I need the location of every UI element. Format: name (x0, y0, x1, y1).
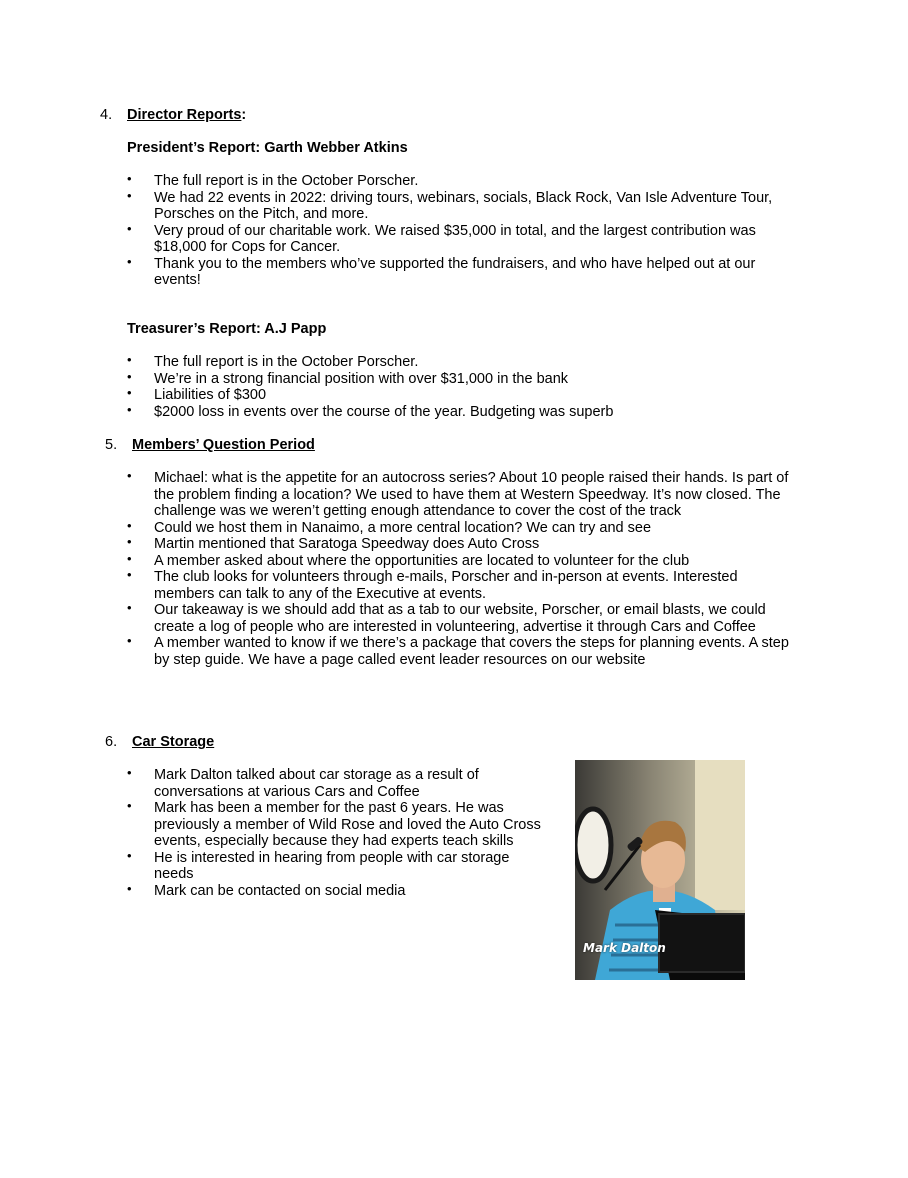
treasurers-report-heading: Treasurer’s Report: A.J Papp (127, 321, 327, 337)
list-item: • He is interested in hearing from people with car storage needs (127, 850, 552, 883)
list-item: • Very proud of our charitable work. We raised $35,000 in total, and the largest contribution was $18,000 for Cops for Cancer. (127, 223, 792, 256)
speaker-photo (575, 760, 745, 980)
list-item: • The full report is in the October Porscher. (127, 173, 792, 190)
treasurers-report-list (127, 354, 792, 420)
section-number: 6. (105, 734, 118, 750)
section-5-heading (105, 437, 315, 454)
car-storage-list (127, 767, 552, 899)
section-6-heading (105, 734, 214, 751)
section-title: Director Reports (127, 107, 242, 123)
photo-caption: Mark Dalton (583, 941, 666, 955)
list-item: • Mark Dalton talked about car storage as a result of conversations at various Cars and Coffee (127, 767, 552, 800)
list-item: • $2000 loss in events over the course of the year. Budgeting was superb (127, 404, 792, 421)
list-item: • A member asked about where the opportunities are located to volunteer for the club (127, 553, 792, 570)
section-number: 5. (105, 437, 118, 453)
list-item: • Mark has been a member for the past 6 years. He was previously a member of Wild Rose and loved the Auto Cross events, especially because they had experts teach skills (127, 800, 552, 850)
list-item: • Mark can be contacted on social media (127, 883, 552, 900)
list-item: • Martin mentioned that Saratoga Speedway does Auto Cross (127, 536, 792, 553)
list-item: • Thank you to the members who’ve supported the fundraisers, and who have helped out at our events! (127, 256, 792, 289)
section-number: 4. (100, 107, 113, 123)
presidents-report-heading: President’s Report: Garth Webber Atkins (127, 140, 408, 156)
section-title: Car Storage (132, 734, 215, 750)
list-item: • We’re in a strong financial position with over $31,000 in the bank (127, 371, 792, 388)
list-item: • We had 22 events in 2022: driving tours, webinars, socials, Black Rock, Van Isle Adventure Tour, Porsches on the Pitch, and more. (127, 190, 792, 223)
list-item: • The full report is in the October Porscher. (127, 354, 792, 371)
list-item: • Our takeaway is we should add that as a tab to our website, Porscher, or email blasts, we could create a log of people who are interested in volunteering, advertise it through Cars and Coffee (127, 602, 792, 635)
list-item: • A member wanted to know if we there’s a package that covers the steps for planning events. A step by step guide. We have a page called event leader resources on our website (127, 635, 792, 668)
section-title: Members’ Question Period (132, 437, 315, 453)
list-item: • Michael: what is the appetite for an autocross series? About 10 people raised their hands. Is part of the problem finding a location? We used to have them at Western Speedway. It’s now closed. The challenge was we weren’t getting enough attendance to cover the cost of the track (127, 470, 792, 520)
list-item: • Could we host them in Nanaimo, a more central location? We can try and see (127, 520, 792, 537)
members-question-list (127, 470, 792, 668)
section-4-heading (100, 107, 246, 124)
list-item: • The club looks for volunteers through e-mails, Porscher and in-person at events. Interested members can talk to any of the Executive at events. (127, 569, 792, 602)
section-title-colon: : (241, 107, 247, 123)
presidents-report-list (127, 173, 792, 289)
list-item: • Liabilities of $300 (127, 387, 792, 404)
